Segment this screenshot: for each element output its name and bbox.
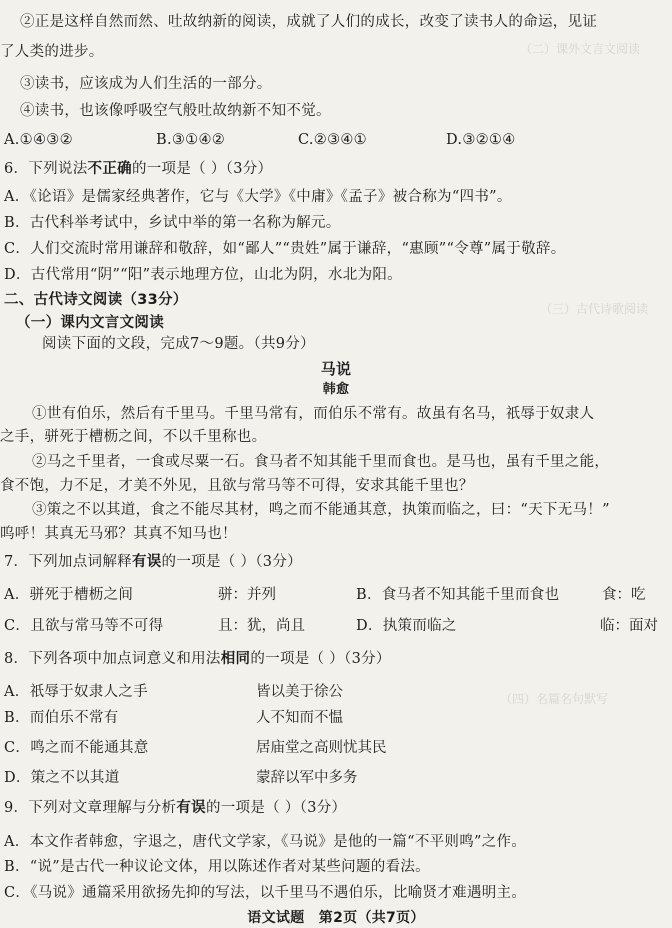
q7-stem: 7．下列加点词解释有误的一项是（ ）（3分）: [4, 554, 302, 570]
q7-gloss-c: 且：犹，尚且: [218, 618, 305, 634]
reading-instruction: 阅读下面的文段，完成7～9题。（共9分）: [42, 336, 315, 352]
q7-option-a: A．骈死于槽枥之间: [4, 587, 134, 603]
passage-line: 了人类的进步。: [0, 44, 104, 60]
subsection-heading: （一）课内文言文阅读: [16, 315, 164, 331]
q5-option-a: A.①④③②: [4, 132, 73, 148]
q6-option-a: A．《论语》是儒家经典著作，它与《大学》《中庸》《孟子》被合称为“四书”。: [4, 189, 512, 205]
text-paragraph: ②马之千里者，一食或尽粟一石。食马者不知其能千里而食也。是马也，虽有千里之能，: [32, 454, 610, 470]
q8-compare-c: 居庙堂之高则忧其民: [256, 740, 387, 756]
text-paragraph: 呜呼！其真无马邪？其真不知马也！: [0, 526, 237, 542]
q8-compare-a: 皆以美于徐公: [256, 684, 343, 700]
emphasis: 有误: [131, 554, 162, 570]
q7-gloss-b: 食：吃: [602, 587, 646, 603]
q6-option-c: C．人们交流时常用谦辞和敬辞，如“鄙人”“贵姓”属于谦辞，“惠顾”“令尊”属于敬辞。: [4, 241, 566, 257]
text-title: 马说: [320, 360, 352, 378]
q6-option-b: B．古代科举考试中，乡试中举的第一名称为解元。: [4, 215, 341, 231]
text-paragraph: ①世有伯乐，然后有千里马。千里马常有，而伯乐不常有。故虽有名马，祇辱于奴隶人: [32, 406, 595, 422]
passage-line: ④读书，也该像呼吸空气般吐故纳新不知不觉。: [20, 103, 331, 119]
page-footer: 语文试题 第2页（共7页）: [247, 910, 425, 926]
q7-gloss-d: 临：面对: [600, 618, 658, 634]
text-paragraph: 之手，骈死于槽枥之间，不以千里称也。: [0, 429, 267, 445]
q7-option-c: C．且欲与常马等不可得: [4, 618, 164, 634]
q8-option-c: C．鸣之而不能通其意: [4, 740, 149, 756]
q7-option-d: D．执策而临之: [356, 618, 457, 634]
q7-gloss-a: 骈：并列: [218, 587, 276, 603]
q5-option-c: C.②③④①: [298, 132, 367, 148]
q6-stem: 6．下列说法不正确的一项是（ ）（3分）: [4, 161, 273, 177]
q5-option-b: B.③①④②: [156, 132, 226, 148]
q8-compare-d: 蒙辞以军中多务: [256, 770, 358, 786]
bleed-through-text: （三）古代诗歌阅读: [540, 302, 649, 316]
q5-option-d: D.③②①④: [446, 132, 516, 148]
emphasis: 相同: [220, 651, 251, 667]
q9-option-a: A．本文作者韩愈，字退之，唐代文学家，《马说》是他的一篇“不平则鸣”之作。: [4, 834, 527, 850]
q8-stem: 8．下列各项中加点词意义和用法相同的一项是（ ）（3分）: [4, 651, 391, 667]
bleed-through-text: （二）课外文言文阅读: [520, 42, 641, 56]
passage-line: ③读书，应该成为人们生活的一部分。: [20, 76, 272, 92]
q9-option-c: C．《马说》通篇采用欲扬先抑的写法，以千里马不遇伯乐，比喻贤才难遇明主。: [4, 885, 527, 901]
text-author: 韩愈: [322, 382, 350, 397]
q6-option-d: D．古代常用“阴”“阳”表示地理方位，山北为阴，水北为阳。: [4, 267, 402, 283]
section-heading: 二、古代诗文阅读（33分）: [4, 292, 188, 308]
text-paragraph: ③策之不以其道，食之不能尽其材，鸣之而不能通其意，执策而临之，曰：“天下无马！”: [32, 502, 610, 518]
text-paragraph: 食不饱，力不足，才美不外见，且欲与常马等不可得，安求其能千里也？: [0, 478, 474, 494]
q8-compare-b: 人不知而不愠: [256, 710, 343, 726]
q9-option-b: B．“说”是古代一种议论文体，用以陈述作者对某些问题的看法。: [4, 859, 430, 875]
q8-option-a: A．祇辱于奴隶人之手: [4, 684, 148, 700]
q8-option-b: B．而伯乐不常有: [4, 710, 119, 726]
q8-option-d: D．策之不以其道: [4, 770, 120, 786]
passage-line: ②正是这样自然而然、吐故纳新的阅读，成就了人们的成长，改变了读书人的命运，见证: [20, 14, 598, 30]
q9-stem: 9．下列对文章理解与分析有误的一项是（ ）（3分）: [4, 800, 347, 816]
bleed-through-text: （四）名篇名句默写: [500, 692, 609, 706]
emphasis: 不正确: [87, 161, 132, 177]
emphasis: 有误: [176, 800, 206, 816]
q7-option-b: B．食马者不知其能千里而食也: [356, 587, 560, 603]
